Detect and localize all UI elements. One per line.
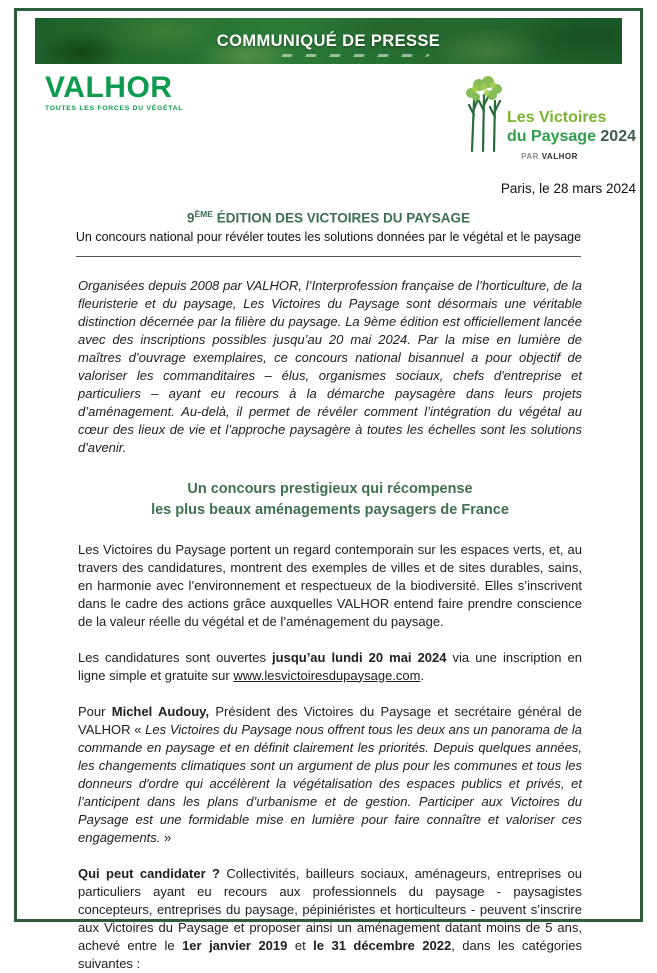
victoires-logo-year: 2024: [600, 127, 636, 145]
body-content: [17, 257, 640, 973]
text-run: Les candidatures sont ouvertes: [78, 649, 273, 665]
text-run: Collectivités, bailleurs sociaux, aménageurs, entreprises ou particuliers ayant eu recours aux professionnels du paysage - paysagistes concepteurs, entreprises du paysage, pépiniéristes et horticulteurs - peuvent s’inscrire aux Victoires du Paysage et proposer ainsi un aménagement datant moins de 5 ans, achevé entre le: [78, 865, 582, 953]
valhor-logo: [45, 73, 183, 113]
victoires-logo-line1: Les Victoires: [507, 109, 607, 127]
paragraph-qui-peut-candidater: [78, 865, 582, 973]
text-run: .: [420, 667, 425, 683]
text-run: Président des Victoires du Paysage et secrétaire général de VALHOR «: [78, 703, 582, 737]
paragraph-candidatures: [78, 649, 582, 685]
victoires-logo-byline: PAR VALHOR: [521, 152, 578, 161]
paragraph-concours: [78, 541, 582, 631]
text-run: via une inscription en ligne simple et gratuite sur: [78, 649, 582, 683]
text-run: jusqu’au lundi 20 mai 2024: [272, 649, 447, 665]
dateline: Paris, le 28 mars 2024: [500, 181, 636, 196]
text-run: Pour: [78, 703, 112, 719]
text-run: et: [287, 937, 314, 953]
press-banner: [35, 18, 622, 64]
valhor-logo-tagline: TOUTES LES FORCES DU VÉGÉTAL: [45, 105, 184, 112]
text-run: Organisées depuis 2008 par VALHOR, l’Interprofession française de l’horticulture, de la fleuristerie et du paysage, Les Victoires du Paysage sont désormais une véritable distinction décernée par la filière du paysage. La 9ème édition est officiellement lancée avec des inscriptions possibles jusqu’au 20 mai 2024. Par la mise en lumière de maîtres d’ouvrage exemplaires, ce concours national bisannuel a pour objectif de valoriser les commanditaires – élus, organismes sociaux, chefs d'entreprise et particuliers – ayant eu recours à la démarche paysagère dans leurs projets d’aménagement. Au-delà, il permet de révéler comment l’intégration du végétal au cœur des lieux de vie et l’approche paysagère à toutes les échelles sont les solutions d'avenir.: [78, 277, 582, 455]
text-run: »: [160, 829, 172, 845]
text-run: Qui peut candidater ?: [78, 865, 220, 881]
victoires-du-paysage-logo: [463, 75, 638, 161]
text-run: Les Victoires du Paysage nous offrent tous les deux ans un panorama de la commande en paysage et en définit clairement les priorités. Depuis quelques années, les changements climatiques sont un argument de plus pour les communes et tous les donneurs d'ordre qui accélèrent la végétalisation des espaces publics et privés, et l’anticipent dans les plans d’urbanisme et de gestion. Participer aux Victoires du Paysage est une formidable mise en lumière pour faire connaître et valoriser ces engagements.: [78, 721, 582, 845]
website-link[interactable]: www.lesvictoiresdupaysage.com: [233, 667, 421, 683]
paragraph-quote: [78, 703, 582, 847]
section-heading: Un concours prestigieux qui récompense les plus beaux aménagements paysagers de France: [151, 480, 509, 518]
page-frame: [14, 8, 643, 971]
text-run: Michel Audouy,: [111, 703, 210, 719]
text-run: , dans les catégories suivantes :: [78, 937, 583, 971]
text-run: 1er janvier 2019: [182, 937, 288, 953]
valhor-logo-name: VALHOR: [45, 71, 173, 104]
press-release-title: 9ÈME ÉDITION DES VICTOIRES DU PAYSAGE: [187, 209, 470, 226]
banner-title: COMMUNIQUÉ DE PRESSE: [216, 31, 441, 50]
victoires-logo-line2: du Paysage: [507, 127, 601, 145]
ordinal-superscript: ÈME: [194, 209, 213, 219]
text-run: Les Victoires du Paysage portent un regard contemporain sur les espaces verts, et, au travers des candidatures, montrent des exemples de villes et de sites durables, sains, en harmonie avec l’environnement et respectueux de la biodiversité. Elles s’inscrivent dans le cadre des actions grâce auxquelles VALHOR entend faire prendre conscience de la valeur réelle du végétal et de l’aménagement du paysage.: [78, 541, 582, 629]
trees-icon: [463, 75, 505, 160]
text-run: le 31 décembre 2022: [313, 937, 452, 953]
press-release-subtitle: Un concours national pour révéler toutes les solutions données par le végétal et le paysage: [75, 229, 582, 244]
intro-paragraph: [78, 277, 582, 457]
logo-row: [17, 64, 640, 175]
